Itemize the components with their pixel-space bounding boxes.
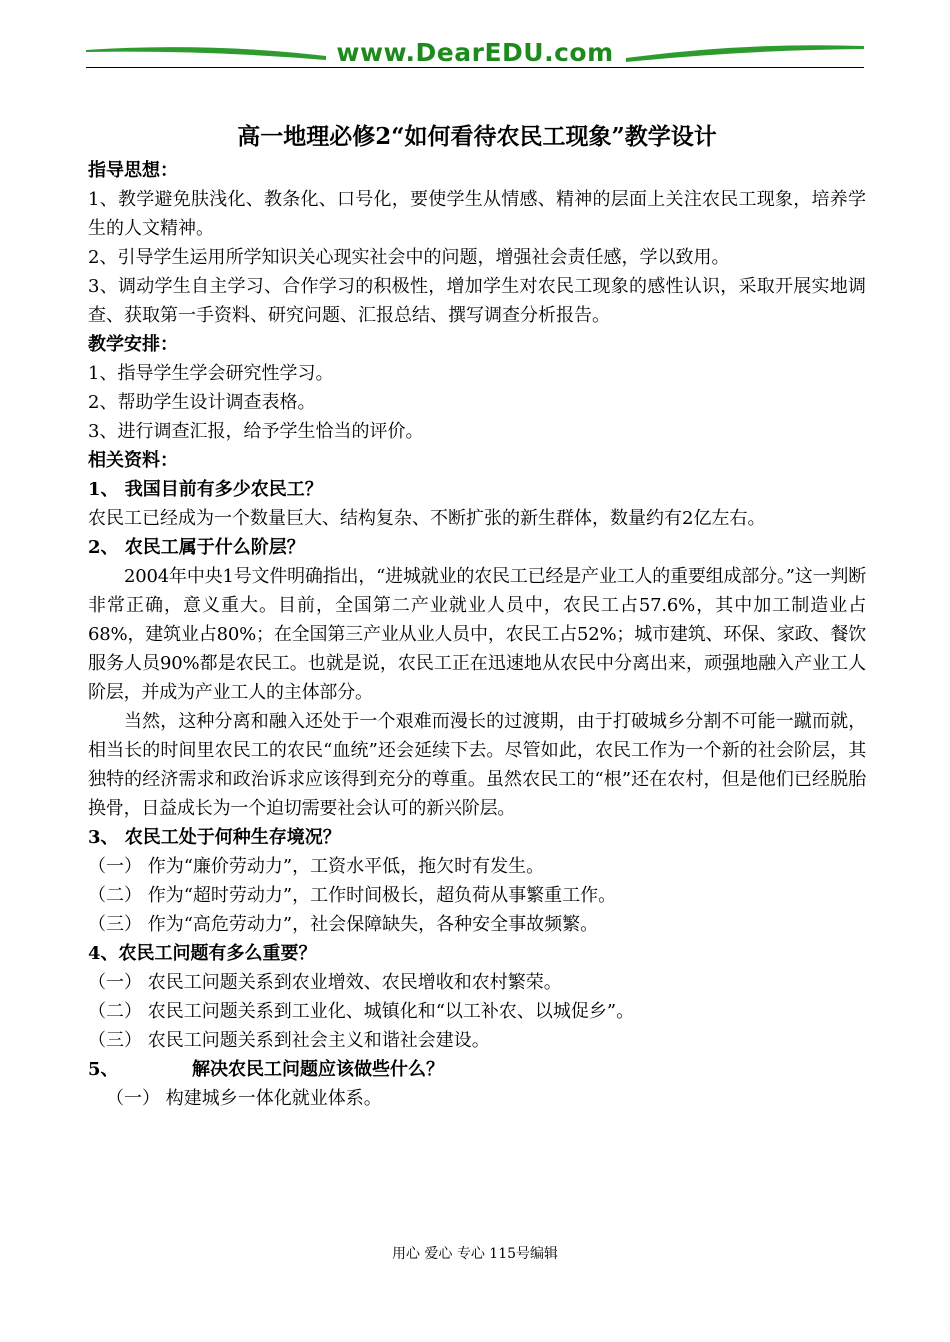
document-body [88, 118, 866, 1113]
question-4: 4、农民工问题有多么重要？ [88, 943, 317, 964]
question-5-text: 解决农民工问题应该做些什么？ [192, 1059, 444, 1080]
arrangement-item-2: 2、帮助学生设计调查表格。 [88, 392, 316, 413]
page-footer: 用心 爱心 专心 115号编辑 [391, 1246, 559, 1262]
question-2: 2、 农民工属于什么阶层？ [88, 537, 305, 558]
question-4-item-2: （二） 农民工问题关系到工业化、城镇化和“以工补农、以城促乡”。 [88, 1001, 635, 1022]
answer-2-paragraph-2: 当然，这种分离和融入还处于一个艰难而漫长的过渡期，由于打破城乡分割不可能一蹴而就，相当长的时间里农民工的农民“血统”还会延续下去。尽管如此，农民工作为一个新的社会阶层，其独特的经济需求和政治诉求应该得到充分的尊重。虽然农民工的“根”还在农村，但是他们已经脱胎换骨，日益成长为一个迫切需要社会认可的新兴阶层。 [88, 711, 866, 819]
question-5-item-1: （一） 构建城乡一体化就业体系。 [106, 1088, 382, 1109]
question-5-number: 5、 [88, 1059, 119, 1080]
question-3-item-2: （二） 作为“超时劳动力”，工作时间极长，超负荷从事繁重工作。 [88, 885, 617, 906]
question-1: 1、 我国目前有多少农民工？ [88, 479, 323, 500]
question-4-item-1: （一） 农民工问题关系到农业增效、农民增收和农村繁荣。 [88, 972, 562, 993]
section-heading-materials: 相关资料： [88, 450, 178, 471]
question-4-item-3: （三） 农民工问题关系到社会主义和谐社会建设。 [88, 1030, 490, 1051]
document-title: 高一地理必修2“如何看待农民工现象”教学设计 [237, 123, 717, 150]
answer-1: 农民工已经成为一个数量巨大、结构复杂、不断扩张的新生群体，数量约有2亿左右。 [88, 508, 766, 529]
header-divider [86, 67, 864, 68]
guiding-point-2: 2、引导学生运用所学知识关心现实社会中的问题，增强社会责任感，学以致用。 [88, 247, 730, 268]
guiding-point-1: 1、教学避免肤浅化、教条化、口号化，要使学生从情感、精神的层面上关注农民工现象，培养学生的人文精神。 [88, 189, 866, 239]
section-heading-guiding: 指导思想： [88, 160, 178, 181]
site-logo[interactable]: www.DearEDU.com [336, 38, 614, 67]
question-3-item-1: （一） 作为“廉价劳动力”，工资水平低，拖欠时有发生。 [88, 856, 545, 877]
arrangement-item-1: 1、指导学生学会研究性学习。 [88, 363, 334, 384]
question-5 [88, 1055, 866, 1084]
question-3: 3、 农民工处于何种生存境况？ [88, 827, 341, 848]
arrangement-item-3: 3、进行调查汇报，给予学生恰当的评价。 [88, 421, 424, 442]
question-3-item-3: （三） 作为“高危劳动力”，社会保障缺失，各种安全事故频繁。 [88, 914, 599, 935]
section-heading-arrangement: 教学安排： [88, 334, 178, 355]
answer-2-paragraph-1: 2004年中央1号文件明确指出，“进城就业的农民工已经是产业工人的重要组成部分。”这一判断非常正确，意义重大。目前，全国第二产业就业人员中，农民工占57.6%，其中加工制造业占68%，建筑业占80%；在全国第三产业从业人员中，农民工占52%；城市建筑、环保、家政、餐饮服务人员90%都是农民工。也就是说，农民工正在迅速地从农民中分离出来，顽强地融入产业工人阶层，并成为产业工人的主体部分。 [88, 566, 866, 703]
guiding-point-3: 3、调动学生自主学习、合作学习的积极性，增加学生对农民工现象的感性认识，采取开展实地调查、获取第一手资料、研究问题、汇报总结、撰写调查分析报告。 [88, 276, 866, 326]
